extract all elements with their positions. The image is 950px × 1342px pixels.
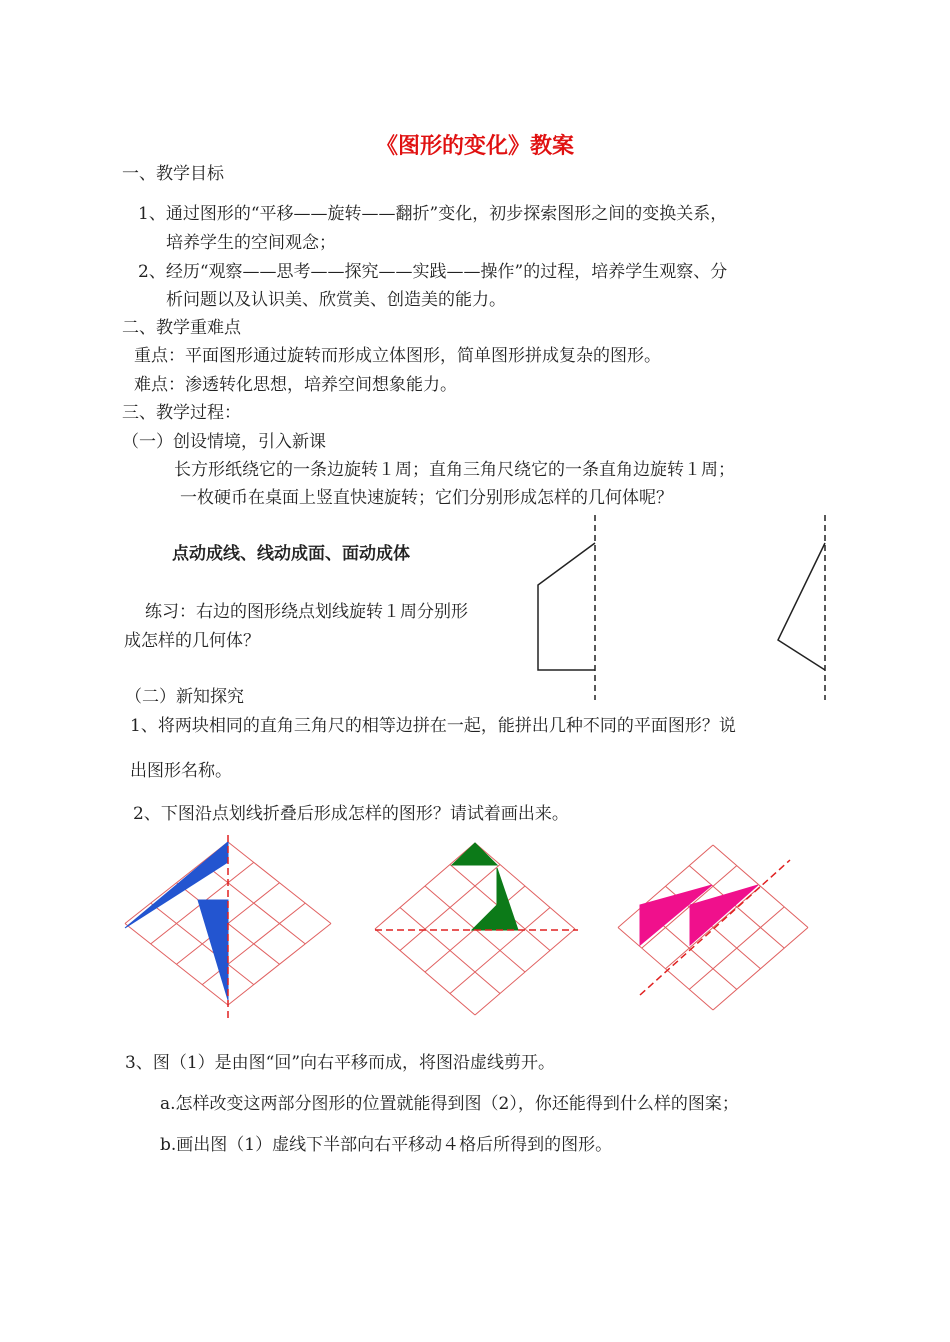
part-2-heading: （二）新知探究 (125, 687, 244, 707)
rotation-figure-triangle (778, 515, 825, 700)
fold-figure-2 (375, 843, 578, 1015)
fold-figure-1 (125, 835, 331, 1020)
rotation-figure-trapezoid (538, 515, 595, 700)
objective-1-line-2: 培养学生的空间观念； (166, 233, 336, 253)
intro-line-2: 一枚硬币在桌面上竖直快速旋转；它们分别形成怎样的几何体呢？ (180, 488, 673, 508)
question-1-line-1: 1、将两块相同的直角三角尺的相等边拼在一起，能拼出几种不同的平面图形？说 (130, 716, 736, 736)
difficult-point: 难点：渗透转化思想，培养空间想象能力。 (134, 375, 457, 395)
objective-2-line-1: 2、经历“观察——思考——探究——实践——操作”的过程，培养学生观察、分 (138, 262, 728, 282)
intro-line-1: 长方形纸绕它的一条边旋转１周；直角三角尺绕它的一条直角边旋转１周； (174, 460, 735, 480)
exercise-line-1: 练习：右边的图形绕点划线旋转１周分别形 (145, 602, 468, 622)
section-1-heading: 一、教学目标 (122, 164, 224, 184)
section-3-heading: 三、教学过程： (122, 403, 241, 423)
question-1-line-2: 出图形名称。 (130, 761, 232, 781)
question-2: 2、下图沿点划线折叠后形成怎样的图形？请试着画出来。 (133, 804, 569, 824)
green-triangle-small (472, 905, 497, 930)
objective-1-line-1: 1、通过图形的“平移——旋转——翻折”变化，初步探索图形之间的变换关系， (138, 204, 728, 224)
objective-2-line-2: 析问题以及认识美、欣赏美、创造美的能力。 (166, 290, 506, 310)
question-3b: b.画出图（1）虚线下半部向右平移动４格后所得到的图形。 (160, 1135, 613, 1155)
key-point: 重点：平面图形通过旋转而形成立体图形，简单图形拼成复杂的图形。 (134, 346, 661, 366)
fold-figure-3 (618, 845, 808, 1010)
page-title: 《图形的变化》教案 (375, 133, 574, 159)
triangle-outline (778, 543, 825, 670)
part-1-heading: （一）创设情境，引入新课 (122, 432, 326, 452)
section-2-heading: 二、教学重难点 (122, 318, 241, 338)
key-concept: 点动成线、线动成面、面动成体 (172, 544, 410, 564)
question-3a: a.怎样改变这两部分图形的位置就能得到图（2），你还能得到什么样的图案； (160, 1094, 739, 1114)
question-3: 3、图（1）是由图“回”向右平移而成，将图沿虚线剪开。 (125, 1053, 556, 1073)
exercise-line-2: 成怎样的几何体？ (124, 631, 260, 651)
green-triangle-top (452, 843, 497, 865)
trapezoid-outline (538, 543, 595, 670)
fold-line-3 (640, 860, 790, 995)
